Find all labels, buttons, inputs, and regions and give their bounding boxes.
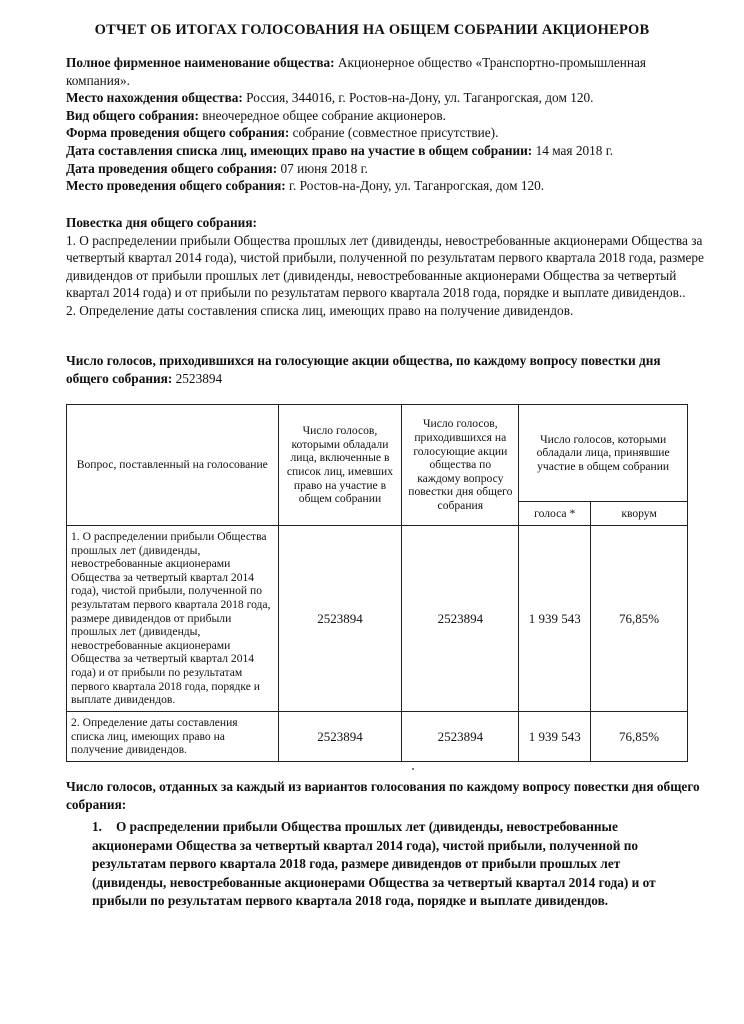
votes-total-label: Число голосов, приходившихся на голосующие акции общества, по каждому вопросу повестки дня общего собрания:	[66, 353, 661, 386]
info-label: Полное фирменное наименование общества:	[66, 55, 335, 70]
scan-speck	[412, 768, 414, 770]
info-label: Форма проведения общего собрания:	[66, 125, 290, 141]
info-meeting-form	[66, 124, 706, 142]
agenda-heading-text: Повестка дня общего собрания:	[66, 215, 257, 230]
info-value: 14 мая 2018 г.	[532, 142, 614, 158]
table-header-row	[67, 405, 688, 502]
agenda-section	[66, 214, 706, 320]
votes-total-section	[66, 352, 706, 387]
votes-total-value: 2523894	[172, 370, 223, 386]
question-1-heading	[92, 818, 692, 911]
info-value: Акционерное общество «Транспортно-промышленная компания».	[66, 55, 647, 88]
info-value: внеочередное общее собрание акционеров.	[198, 107, 446, 123]
table-row	[67, 526, 688, 712]
header-participated: Число голосов, которыми обладали лица, принявшие участие в общем собрании	[519, 405, 688, 502]
info-company-name	[66, 54, 706, 89]
row-listed: 2523894	[278, 712, 402, 762]
info-label: Место проведения общего собрания:	[66, 178, 286, 194]
agenda-item: 1. О распределении прибыли Общества прошлых лет (дивиденды, невостребованные акционерами Общества за четвертый квартал 2014 года), чистой прибыли, полученной по результатам первого квартала 2018 года, размере дивидендов от прибыли прошлых лет (дивиденды, невостребованные акционерами Общества за четвертый квартал 2014 года) и от прибыли по результатам первого квартала 2018 года, порядке и выплате дивидендов..	[66, 232, 704, 301]
row-quorum: 76,85%	[591, 526, 688, 712]
row-voting: 2523894	[402, 712, 519, 762]
agenda-heading	[66, 214, 706, 232]
row-voting: 2523894	[402, 526, 519, 712]
info-location	[66, 89, 706, 107]
info-label: Дата проведения общего собрания:	[66, 160, 278, 176]
votes-by-option-section	[66, 778, 706, 814]
header-voting-shares: Число голосов, приходившихся на голосующие акции общества по каждому вопросу повестки дня общего собрания	[402, 405, 519, 526]
subheader-quorum: кворум	[591, 502, 688, 526]
table-row	[67, 712, 688, 762]
info-value: собрание (совместное присутствие).	[289, 125, 499, 141]
header-listed-votes: Число голосов, которыми обладали лица, включенные в список лиц, имевших право на участие в общем собрании	[278, 405, 402, 526]
info-list-date	[66, 142, 706, 160]
row-votes: 1 939 543	[519, 526, 591, 712]
info-label: Вид общего собрания:	[66, 107, 199, 123]
report-title: ОТЧЕТ ОБ ИТОГАХ ГОЛОСОВАНИЯ НА ОБЩЕМ СОБРАНИИ АКЦИОНЕРОВ	[94, 22, 650, 38]
info-label: Место нахождения общества:	[66, 90, 243, 106]
row-listed: 2523894	[278, 526, 402, 712]
row-question: 2. Определение даты составления списка лиц, имеющих право на получение дивидендов.	[67, 712, 279, 762]
subheader-votes: голоса *	[519, 502, 591, 526]
meeting-info	[66, 54, 706, 195]
voting-results-table	[66, 404, 688, 762]
votes-total	[66, 352, 706, 387]
info-value: Россия, 344016, г. Ростов-на-Дону, ул. Таганрогская, дом 120.	[242, 90, 594, 106]
info-meeting-place	[66, 177, 706, 195]
question-text: О распределении прибыли Общества прошлых лет (дивиденды, невостребованные акционерами Общества за четвертый квартал 2014 года), чистой прибыли, полученной по результатам первого квартала 2018 года, размере дивидендов от прибыли прошлых лет (дивиденды, невостребованные акционерами Общества за четвертый квартал 2014 года) и от прибыли по результатам первого квартала 2018 года, порядке и выплате дивидендов.	[92, 819, 656, 909]
agenda-item: 2. Определение даты составления списка лиц, имеющих право на получение дивидендов.	[66, 302, 574, 318]
info-value: 07 июня 2018 г.	[277, 160, 368, 176]
votes-by-option-heading: Число голосов, отданных за каждый из вариантов голосования по каждому вопросу повестки дня общего собрания:	[66, 779, 700, 812]
info-value: г. Ростов-на-Дону, ул. Таганрогская, дом 120.	[285, 178, 545, 194]
row-votes: 1 939 543	[519, 712, 591, 762]
info-label: Дата составления списка лиц, имеющих право на участие в общем собрании:	[66, 142, 533, 158]
question-number: 1.	[92, 819, 102, 834]
header-question: Вопрос, поставленный на голосование	[67, 405, 279, 526]
info-meeting-type	[66, 107, 706, 125]
row-question: 1. О распределении прибыли Общества прошлых лет (дивиденды, невостребованные акционерами Общества за четвертый квартал 2014 года), чистой прибыли, полученной по результатам первого квартала 2018 года, размере дивидендов от прибыли прошлых лет (дивиденды, невостребованные акционерами Общества за четвертый квартал 2014 года) и от прибыли по результатам первого квартала 2018 года, порядке и выплате дивидендов.	[67, 526, 279, 712]
info-meeting-date	[66, 160, 706, 178]
row-quorum: 76,85%	[591, 712, 688, 762]
